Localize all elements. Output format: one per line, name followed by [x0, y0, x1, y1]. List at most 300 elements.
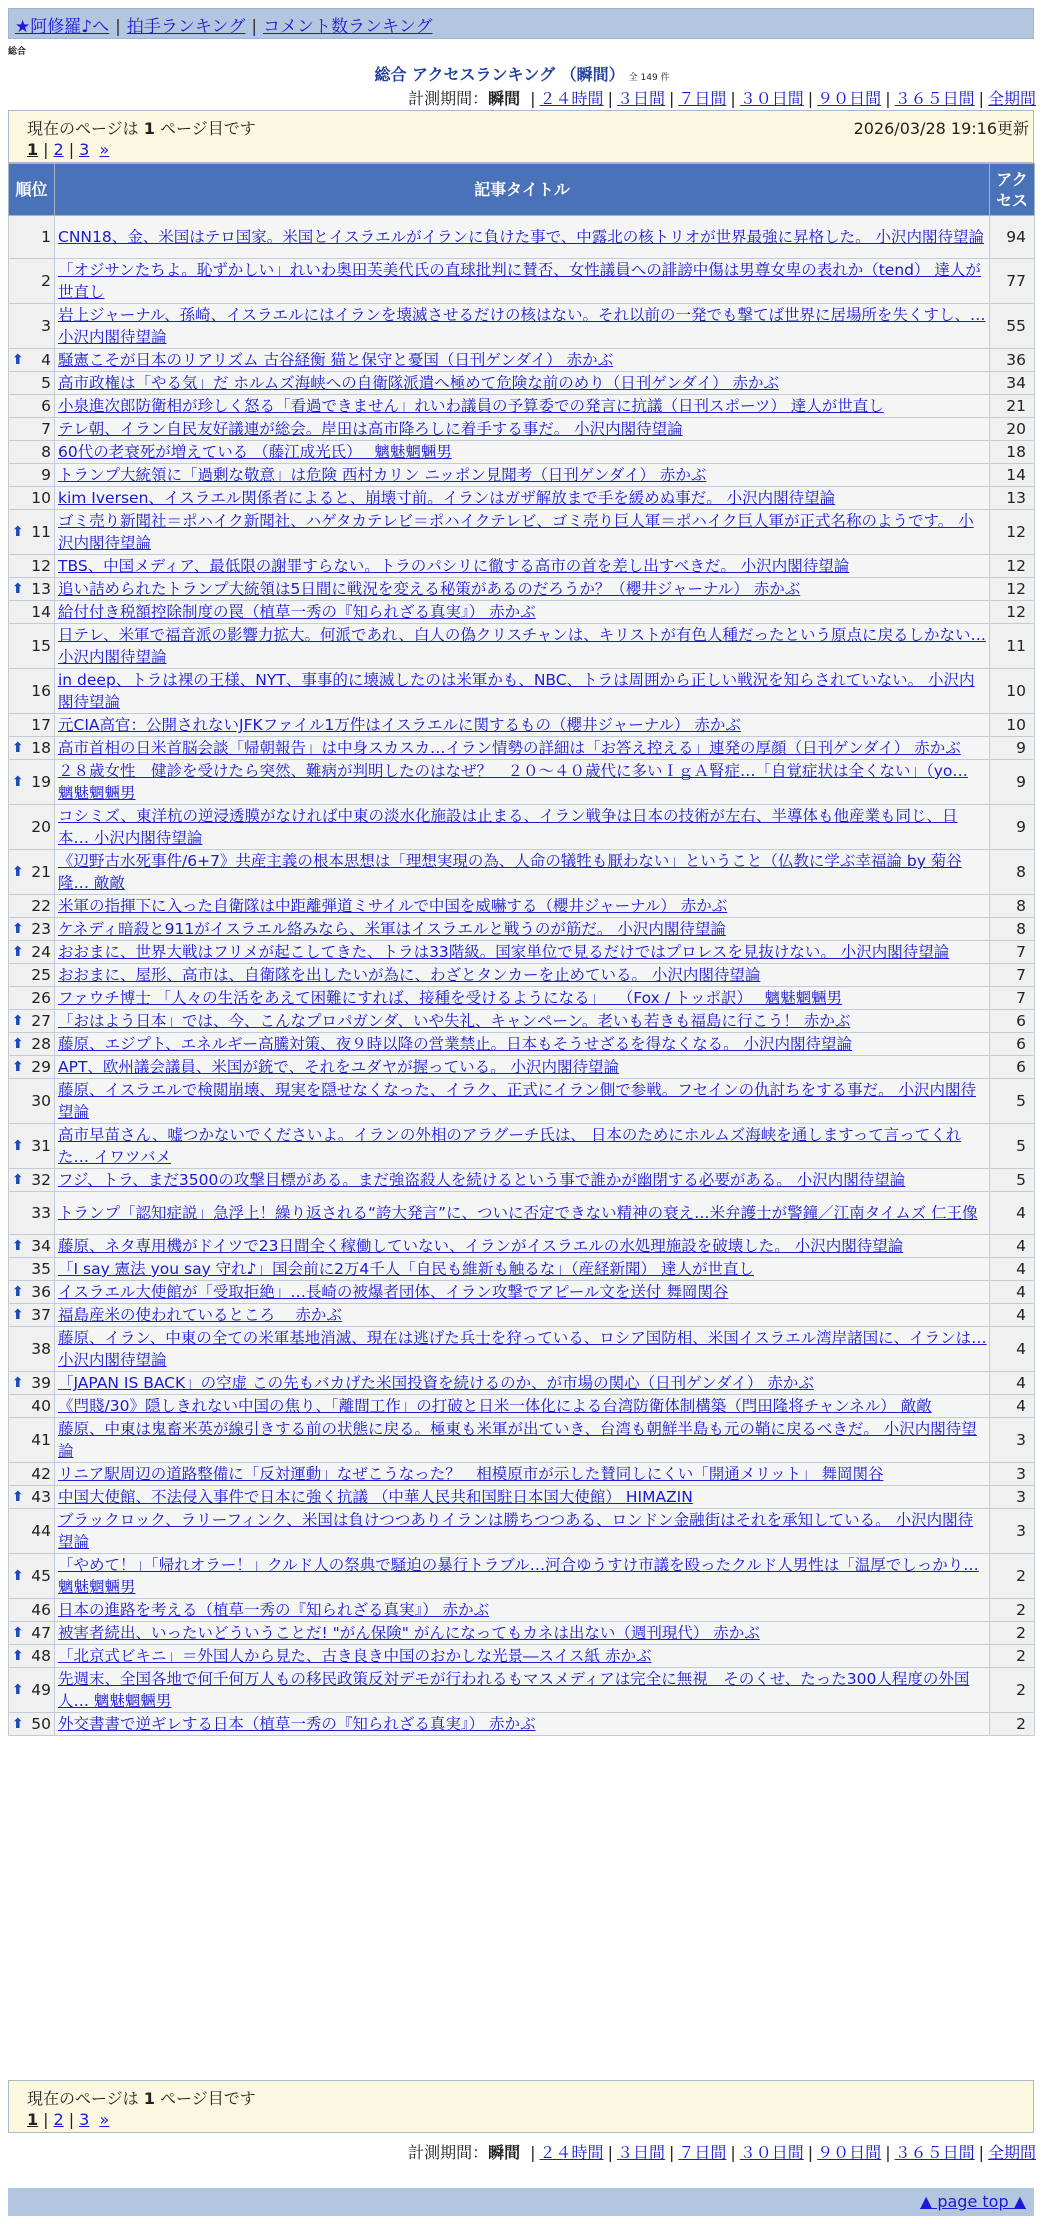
title-cell	[55, 510, 990, 555]
article-title-link[interactable]: コシミズ、東洋杭の逆浸透膜がなければ中東の淡水化施設は止まる、イラン戦争は日本の技術が左右、半導体も他産業も同じ、日本… 小沢内閣待望論	[58, 807, 958, 847]
access-count: 36	[990, 349, 1035, 372]
table-row	[9, 1645, 1035, 1668]
table-row	[9, 464, 1035, 487]
rank-number: 45	[31, 1567, 51, 1585]
article-title-link[interactable]: 米軍の指揮下に入った自衛隊は中距離弾道ミサイルで中国を威嚇する（櫻井ジャーナル） 赤かぶ	[58, 897, 728, 915]
period-90d-link[interactable]: ９０日間	[817, 2143, 882, 2162]
article-title-link[interactable]: 藤原、イラン、中東の全ての米軍基地消滅、現在は逃げた兵士を狩っている、ロシア国防相、米国イスラエル湾岸諸国に、イランは… 小沢内閣待望論	[58, 1329, 987, 1369]
access-count: 13	[990, 487, 1035, 510]
table-row	[9, 1668, 1035, 1713]
title-cell	[55, 1554, 990, 1599]
rank-cell	[9, 624, 55, 669]
article-title-link[interactable]: 60代の老衰死が増えている （藤江成光氏） 魑魅魍魎男	[58, 443, 452, 461]
rank-number: 35	[31, 1260, 51, 1278]
period-selector-top: 計測期間：瞬間 | ２４時間 | ３日間 | ７日間 | ３０日間 | ９０日間 | ３６５日間 | 全期間	[408, 89, 1036, 108]
title-cell	[55, 805, 990, 850]
access-count: 3	[990, 1418, 1035, 1463]
title-cell	[55, 714, 990, 737]
rank-cell	[9, 1056, 55, 1079]
period-24h-link[interactable]: ２４時間	[539, 89, 604, 108]
top-nav-bar	[8, 8, 1034, 39]
rank-cell	[9, 304, 55, 349]
article-title-link[interactable]: 日テレ、米軍で福音派の影響力拡大。何派であれ、白人の偽クリスチャンは、キリストが有色人種だったという原点に戻るしかない… 小沢内閣待望論	[58, 626, 986, 666]
access-count: 12	[990, 510, 1035, 555]
access-count: 20	[990, 418, 1035, 441]
rank-cell	[9, 1235, 55, 1258]
rank-number: 24	[31, 943, 51, 961]
title-cell	[55, 1281, 990, 1304]
title-cell	[55, 1235, 990, 1258]
table-row	[9, 1395, 1035, 1418]
article-title-link[interactable]: in deep、トラは裸の王様、NYT、事事的に壊滅したのは米軍かも、NBC、トラは周囲から正しい戦況を知らされていない。 小沢内閣待望論	[58, 671, 975, 711]
article-title-link[interactable]: 藤原、エジプト、エネルギー高騰対策、夜９時以降の営業禁止。日本もそうせざるを得なくなる。 小沢内閣待望論	[58, 1035, 853, 1053]
table-row	[9, 1554, 1035, 1599]
article-title-link[interactable]: 小泉進次郎防衛相が珍しく怒る「看過できません」れいわ議員の予算委での発言に抗議（日刊スポーツ） 達人が世直し	[58, 397, 884, 415]
title-cell	[55, 441, 990, 464]
title-cell	[55, 918, 990, 941]
article-title-link[interactable]: 中国大使館、不法侵入事件で日本に強く抗議 （中華人民共和国駐日本国大使館） HIMAZIN	[58, 1488, 693, 1506]
rank-number: 48	[31, 1647, 51, 1665]
rank-cell	[9, 760, 55, 805]
table-row	[9, 1372, 1035, 1395]
rank-number: 29	[31, 1058, 51, 1076]
period-365d-link[interactable]: ３６５日間	[894, 2143, 975, 2162]
access-count: 4	[990, 1258, 1035, 1281]
title-cell	[55, 578, 990, 601]
article-title-link[interactable]: ケネディ暗殺と911がイスラエル絡みなら、米軍はイスラエルと戦うのが筋だ。 小沢内閣待望論	[58, 920, 726, 938]
access-count: 5	[990, 1124, 1035, 1169]
article-title-link[interactable]: 「やめて！」「帰れオラー！」クルド人の祭典で騒迫の暴行トラブル…河合ゆうすけ市議を殴ったクルド人男性は「温厚でしっかり… 魑魅魍魎男	[58, 1556, 979, 1596]
period-all-link[interactable]: 全期間	[987, 89, 1036, 108]
rank-number: 18	[31, 739, 51, 757]
rank-cell	[9, 714, 55, 737]
table-row	[9, 1281, 1035, 1304]
title-cell	[55, 1327, 990, 1372]
article-title-link[interactable]: イスラエル大使館が「受取拒絶」…長崎の被爆者団体、イラン攻撃でアピール文を送付 舞岡関谷	[58, 1283, 729, 1301]
up-arrow-icon: ⬆	[12, 1238, 24, 1254]
table-row	[9, 1486, 1035, 1509]
title-cell	[55, 555, 990, 578]
rank-cell	[9, 737, 55, 760]
rank-cell	[9, 1010, 55, 1033]
up-arrow-icon: ⬆	[12, 1625, 24, 1641]
rank-number: 15	[31, 637, 51, 655]
rank-number: 23	[31, 920, 51, 938]
rank-cell	[9, 441, 55, 464]
title-cell	[55, 259, 990, 304]
nav-separator: |	[115, 17, 121, 37]
rank-number: 42	[31, 1465, 51, 1483]
table-row	[9, 216, 1035, 259]
rank-number: 12	[31, 557, 51, 575]
table-row	[9, 1056, 1035, 1079]
title-cell	[55, 1079, 990, 1124]
article-title-link[interactable]: フジ、トラ、まだ3500の攻撃目標がある。まだ強盗殺人を続けるという事で誰かが幽閉する必要がある。 小沢内閣待望論	[58, 1171, 906, 1189]
rank-number: 2	[41, 272, 51, 290]
article-title-link[interactable]: 騒憲こそが日本のリアリズム 古谷経衡 猫と保守と憂国（日刊ゲンダイ） 赤かぶ	[58, 351, 614, 369]
rank-number: 17	[31, 716, 51, 734]
title-cell	[55, 1192, 990, 1235]
article-title-link[interactable]: 給付付き税額控除制度の罠（植草一秀の『知られざる真実』） 赤かぶ	[58, 603, 536, 621]
period-3d-link[interactable]: ３日間	[616, 89, 665, 108]
title-cell	[55, 987, 990, 1010]
rank-cell	[9, 850, 55, 895]
access-count: 10	[990, 669, 1035, 714]
rank-number: 6	[41, 397, 51, 415]
article-title-link[interactable]: APT、欧州議会議員、米国が銃で、それをユダヤが握っている。 小沢内閣待望論	[58, 1058, 620, 1076]
header-title: 記事タイトル	[55, 164, 990, 216]
table-row	[9, 1304, 1035, 1327]
access-count: 18	[990, 441, 1035, 464]
rank-cell	[9, 1079, 55, 1124]
table-row	[9, 1235, 1035, 1258]
access-count: 8	[990, 918, 1035, 941]
article-title-link[interactable]: 追い詰められたトランプ大統領は5日間に戦況を変える秘策があるのだろうか？（櫻井ジャーナル） 赤かぶ	[58, 580, 801, 598]
period-3d-link[interactable]: ３日間	[616, 2143, 665, 2162]
access-count: 2	[990, 1622, 1035, 1645]
rank-number: 4	[41, 351, 51, 369]
header-access: アクセス	[990, 164, 1035, 216]
rank-cell	[9, 1169, 55, 1192]
table-row	[9, 487, 1035, 510]
rank-number: 11	[31, 523, 51, 541]
pager-next[interactable]: »	[99, 2110, 110, 2129]
access-count: 12	[990, 555, 1035, 578]
rank-cell	[9, 464, 55, 487]
up-arrow-icon: ⬆	[12, 1059, 24, 1075]
table-row	[9, 1010, 1035, 1033]
up-arrow-icon: ⬆	[12, 524, 24, 540]
rank-cell	[9, 964, 55, 987]
access-count: 7	[990, 964, 1035, 987]
article-title-link[interactable]: 高市政権は「やる気」だ ホルムズ海峡への自衛隊派遣へ極めて危険な前のめり（日刊ゲンダイ） 赤かぶ	[58, 374, 779, 392]
access-count: 21	[990, 395, 1035, 418]
rank-number: 31	[31, 1137, 51, 1155]
up-arrow-icon: ⬆	[12, 921, 24, 937]
period-label: 計測期間：	[408, 2143, 489, 2162]
title-cell	[55, 895, 990, 918]
rank-number: 44	[31, 1522, 51, 1540]
article-title-link[interactable]: CNN18、金、米国はテロ国家。米国とイスラエルがイランに負けた事で、中露北の核トリオが世界最強に昇格した。 小沢内閣待望論	[58, 228, 985, 246]
rank-number: 38	[31, 1340, 51, 1358]
rank-cell	[9, 555, 55, 578]
article-title-link[interactable]: トランプ大統領に「過剰な敬意」は危険 西村カリン ニッポン見聞考（日刊ゲンダイ） 赤かぶ	[58, 466, 707, 484]
article-title-link[interactable]: 高市早苗さん、嘘つかないでくださいよ。イランの外相のアラグーチ氏は、 日本のためにホルムズ海峡を通しますって言ってくれた… イワツバメ	[58, 1126, 962, 1166]
rank-number: 10	[31, 489, 51, 507]
title-cell	[55, 1622, 990, 1645]
article-title-link[interactable]: 岩上ジャーナル、孫崎、イスラエルにはイランを壊滅させるだけの核はない。それ以前の一発でも撃てば世界に居場所を失くすし、… 小沢内閣待望論	[58, 306, 986, 346]
access-count: 8	[990, 850, 1035, 895]
title-cell	[55, 216, 990, 259]
table-row	[9, 941, 1035, 964]
article-title-link[interactable]: 高市首相の日米首脳会談「帰朝報告」は中身スカスカ…イラン情勢の詳細は「お答え控える」連発の厚顔（日刊ゲンダイ） 赤かぶ	[58, 739, 961, 757]
nav-home-link[interactable]: ★阿修羅♪へ	[15, 17, 110, 37]
article-title-link[interactable]: ブラックロック、ラリーフィンク、米国は負けつつありイランは勝ちつつある、ロンドン金融街はそれを承知している。 小沢内閣待望論	[58, 1511, 974, 1551]
rank-cell	[9, 487, 55, 510]
nav-applause-ranking-link[interactable]: 拍手ランキング	[126, 17, 246, 37]
access-count: 2	[990, 1668, 1035, 1713]
article-title-link[interactable]: 日本の進路を考える（植草一秀の『知られざる真実』） 赤かぶ	[58, 1601, 490, 1619]
rank-cell	[9, 941, 55, 964]
access-count: 3	[990, 1463, 1035, 1486]
article-title-link[interactable]: 先週末、全国各地で何千何万人もの移民政策反対デモが行われるもマスメディアは完全に無視 そのくせ、たった300人程度の外国人… 魑魅魍魎男	[58, 1670, 970, 1710]
access-count: 7	[990, 987, 1035, 1010]
rank-number: 37	[31, 1306, 51, 1324]
access-count: 2	[990, 1713, 1035, 1736]
period-current: 瞬間	[488, 2143, 521, 2162]
up-arrow-icon: ⬆	[12, 1284, 24, 1300]
rank-cell	[9, 349, 55, 372]
article-title-link[interactable]: 藤原、イスラエルで検閲崩壊、現実を隠せなくなった、イラク、正式にイラン側で参戦。フセインの仇討ちをする事だ。 小沢内閣待望論	[58, 1081, 977, 1121]
rank-cell	[9, 1463, 55, 1486]
table-row	[9, 510, 1035, 555]
ranking-title-text: 総合 アクセスランキング （瞬間）	[374, 65, 625, 84]
rank-number: 20	[31, 818, 51, 836]
title-cell	[55, 1033, 990, 1056]
up-arrow-icon: ⬆	[12, 581, 24, 597]
article-title-link[interactable]: テレ朝、イラン自民友好議連が総会。岸田は高市降ろしに着手する事だ。 小沢内閣待望論	[58, 420, 683, 438]
access-count: 9	[990, 737, 1035, 760]
table-row	[9, 349, 1035, 372]
table-row	[9, 624, 1035, 669]
article-title-link[interactable]: 福島産米の使われているところ 赤かぶ	[58, 1306, 342, 1324]
rank-number: 22	[31, 897, 51, 915]
pager-bottom: 1 | 2 | 3 »	[27, 2110, 110, 2129]
up-arrow-icon: ⬆	[12, 1036, 24, 1052]
article-title-link[interactable]: 被害者続出、いったいどういうことだ! "がん保険" がんになってもカネは出ない（週刊現代） 赤かぶ	[58, 1624, 760, 1642]
title-cell	[55, 669, 990, 714]
access-count: 6	[990, 1033, 1035, 1056]
rank-cell	[9, 1395, 55, 1418]
title-cell	[55, 1645, 990, 1668]
rank-cell	[9, 510, 55, 555]
rank-cell	[9, 395, 55, 418]
period-7d-link[interactable]: ７日間	[678, 2143, 727, 2162]
article-title-link[interactable]: リニア駅周辺の道路整備に「反対運動」なぜこうなった？ 相模原市が示した賛同しにくい「開通メリット」 舞岡関谷	[58, 1465, 884, 1483]
rank-cell	[9, 601, 55, 624]
access-count: 8	[990, 895, 1035, 918]
title-cell	[55, 760, 990, 805]
article-title-link[interactable]: 「JAPAN IS BACK」の空虚 この先もバカげた米国投資を続けるのか、が市場の関心（日刊ゲンダイ） 赤かぶ	[58, 1374, 814, 1392]
access-count: 4	[990, 1327, 1035, 1372]
nav-separator: |	[251, 17, 258, 37]
period-7d-link[interactable]: ７日間	[678, 89, 727, 108]
up-arrow-icon: ⬆	[12, 352, 24, 368]
rank-cell	[9, 418, 55, 441]
table-row	[9, 1169, 1035, 1192]
access-count: 12	[990, 601, 1035, 624]
table-row	[9, 1033, 1035, 1056]
up-arrow-icon: ⬆	[12, 1013, 24, 1029]
table-row	[9, 1079, 1035, 1124]
rank-cell	[9, 1554, 55, 1599]
title-cell	[55, 964, 990, 987]
article-title-link[interactable]: 「I say 憲法 you say 守れ♪」国会前に2万4千人「自民も維新も触るな」（産経新聞） 達人が世直し	[58, 1260, 754, 1278]
rank-number: 9	[41, 466, 51, 484]
article-title-link[interactable]: おおまに、世界大戦はフリメが起こしてきた、トラは33階級。国家単位で見るだけではプロレスを見抜けない。 小沢内閣待望論	[58, 943, 950, 961]
period-24h-link[interactable]: ２４時間	[539, 2143, 604, 2162]
rank-number: 26	[31, 989, 51, 1007]
table-row	[9, 964, 1035, 987]
article-title-link[interactable]: おおまに、屋形、高市は、自衛隊を出したいが為に、わざとタンカーを止めている。 小沢内閣待望論	[58, 966, 761, 984]
access-count: 9	[990, 805, 1035, 850]
title-cell	[55, 1124, 990, 1169]
article-title-link[interactable]: トランプ「認知症説」急浮上！繰り返される“誇大発言”に、ついに否定できない精神の衰え…米弁護士が警鐘／江南タイムズ 仁王像	[58, 1204, 978, 1222]
rank-cell	[9, 1509, 55, 1554]
rank-cell	[9, 1668, 55, 1713]
title-cell	[55, 624, 990, 669]
access-count: 4	[990, 1304, 1035, 1327]
table-row	[9, 395, 1035, 418]
rank-number: 25	[31, 966, 51, 984]
up-arrow-icon: ⬆	[12, 1307, 24, 1323]
title-cell	[55, 349, 990, 372]
rank-cell	[9, 805, 55, 850]
rank-cell	[9, 1327, 55, 1372]
table-row	[9, 987, 1035, 1010]
rank-number: 41	[31, 1431, 51, 1449]
table-row	[9, 418, 1035, 441]
rank-number: 47	[31, 1624, 51, 1642]
header-rank: 順位	[9, 164, 55, 216]
title-cell	[55, 418, 990, 441]
table-row	[9, 1192, 1035, 1235]
access-count: 2	[990, 1554, 1035, 1599]
article-title-link[interactable]: ゴミ売り新聞社＝ポハイク新聞社、ハゲタカテレビ＝ポハイクテレビ、ゴミ売り巨人軍＝ポハイク巨人軍が正式名称のようです。 小沢内閣待望論	[58, 512, 974, 552]
rank-cell	[9, 1622, 55, 1645]
ranking-table	[8, 163, 1035, 1736]
nav-comment-ranking-link[interactable]: コメント数ランキング	[263, 17, 433, 37]
access-count: 2	[990, 1599, 1035, 1622]
total-count: 全 149 件	[628, 73, 670, 83]
pager-page-2[interactable]: 2	[53, 140, 64, 159]
pager-next[interactable]: »	[99, 140, 110, 159]
access-count: 10	[990, 714, 1035, 737]
rank-number: 5	[41, 374, 51, 392]
pager-page-3[interactable]: 3	[79, 140, 90, 159]
access-count: 6	[990, 1056, 1035, 1079]
rank-number: 3	[41, 317, 51, 335]
article-title-link[interactable]: TBS、中国メディア、最低限の謝罪すらない。トラのパシリに徹する高市の首を差し出すべきだ。 小沢内閣待望論	[58, 557, 850, 575]
up-arrow-icon: ⬆	[12, 1648, 24, 1664]
rank-cell	[9, 259, 55, 304]
rank-cell	[9, 1599, 55, 1622]
access-count: 4	[990, 1395, 1035, 1418]
article-title-link[interactable]: 《辺野古水死事件/6+7》共産主義の根本思想は「理想実現の為、人命の犠牲も厭わない」ということ（仏教に学ぶ幸福論 by 菊谷隆… 敵敵	[58, 852, 962, 892]
rank-number: 28	[31, 1035, 51, 1053]
table-row	[9, 918, 1035, 941]
access-count: 5	[990, 1079, 1035, 1124]
table-row	[9, 1509, 1035, 1554]
article-title-link[interactable]: 藤原、ネタ専用機がドイツで23日間全く稼働していない、イランがイスラエルの水処理施設を破壊した。 小沢内閣待望論	[58, 1237, 904, 1255]
bottom-bar	[8, 2188, 1034, 2216]
period-30d-link[interactable]: ３０日間	[739, 89, 804, 108]
table-row	[9, 669, 1035, 714]
access-count: 7	[990, 941, 1035, 964]
table-row	[9, 1713, 1035, 1736]
article-title-link[interactable]: 「オジサンたちよ。恥ずかしい」れいわ奥田芙美代氏の直球批判に賛否、女性議員への誹謗中傷は男尊女卑の表れか（tend） 達人が世直し	[58, 261, 981, 301]
pager-current-page: 1	[27, 2110, 39, 2129]
pager-page-2[interactable]: 2	[53, 2110, 64, 2129]
article-title-link[interactable]: 「北京式ビキニ」＝外国人から見た、古き良き中国のおかしな光景―スイス紙 赤かぶ	[58, 1647, 652, 1665]
article-title-link[interactable]: 外交書書で逆ギレする日本（植草一秀の『知られざる真実』） 赤かぶ	[58, 1715, 536, 1733]
article-title-link[interactable]: 「おはよう日本」では、今、こんなプロパガンダ、いや失礼、キャンペーン。老いも若きも福島に行こう！ 赤かぶ	[58, 1012, 851, 1030]
up-arrow-icon: ⬆	[12, 944, 24, 960]
article-title-link[interactable]: ２８歳女性 健診を受けたら突然、難病が判明したのはなぜ？ ２０～４０歳代に多いＩｇＡ腎症…「自覚症状は全くない」（yo… 魑魅魍魎男	[58, 762, 968, 802]
rank-number: 40	[31, 1397, 51, 1415]
period-30d-link[interactable]: ３０日間	[739, 2143, 804, 2162]
title-cell	[55, 1169, 990, 1192]
rank-cell	[9, 895, 55, 918]
page-top-link[interactable]: ▲ page top ▲	[919, 2192, 1026, 2211]
access-count: 14	[990, 464, 1035, 487]
rank-number: 16	[31, 682, 51, 700]
table-header-row	[9, 164, 1035, 216]
rank-number: 27	[31, 1012, 51, 1030]
article-title-link[interactable]: 藤原、中東は鬼畜米英が線引きする前の状態に戻る。極東も米軍が出ていき、台湾も朝鮮半島も元の鞘に戻るべきだ。 小沢内閣待望論	[58, 1420, 977, 1460]
table-row	[9, 372, 1035, 395]
table-row	[9, 578, 1035, 601]
access-count: 94	[990, 216, 1035, 259]
updated-timestamp: 2026/03/28 19:16更新	[853, 119, 1029, 138]
title-cell	[55, 1463, 990, 1486]
page-info-panel-top	[8, 110, 1034, 163]
up-arrow-icon: ⬆	[12, 1682, 24, 1698]
up-arrow-icon: ⬆	[12, 1138, 24, 1154]
title-cell	[55, 1304, 990, 1327]
up-arrow-icon: ⬆	[12, 740, 24, 756]
rank-cell	[9, 578, 55, 601]
article-title-link[interactable]: kim Iversen、イスラエル関係者によると、崩壊寸前。イランはガザ解放まで手を緩めぬ事だ。 小沢内閣待望論	[58, 489, 836, 507]
period-all-link[interactable]: 全期間	[987, 2143, 1036, 2162]
access-count: 4	[990, 1235, 1035, 1258]
period-90d-link[interactable]: ９０日間	[817, 89, 882, 108]
article-title-link[interactable]: 元CIA高官：公開されないJFKファイル1万件はイスラエルに関するもの（櫻井ジャーナル） 赤かぶ	[58, 716, 741, 734]
rank-cell	[9, 1418, 55, 1463]
title-cell	[55, 464, 990, 487]
title-cell	[55, 487, 990, 510]
table-row	[9, 895, 1035, 918]
up-arrow-icon: ⬆	[12, 864, 24, 880]
period-current: 瞬間	[488, 89, 521, 108]
table-row	[9, 1418, 1035, 1463]
table-row	[9, 850, 1035, 895]
title-cell	[55, 850, 990, 895]
access-count: 4	[990, 1281, 1035, 1304]
article-title-link[interactable]: 《閂賤/30》隠しきれない中国の焦り、「離間工作」の打破と日米一体化による台湾防衛体制構築（閂田隆将チャンネル） 敵敵	[58, 1397, 932, 1415]
rank-number: 50	[31, 1715, 51, 1733]
rank-cell	[9, 1281, 55, 1304]
article-title-link[interactable]: ファウチ博士 「人々の生活をあえて困難にすれば、接種を受けるようになる」 （Fox / トッポ訳） 魑魅魍魎男	[58, 989, 843, 1007]
access-count: 2	[990, 1645, 1035, 1668]
title-cell	[55, 1486, 990, 1509]
table-row	[9, 304, 1035, 349]
period-365d-link[interactable]: ３６５日間	[894, 89, 975, 108]
up-arrow-icon: ⬆	[12, 1375, 24, 1391]
pager-current-page: 1	[27, 140, 39, 159]
table-row	[9, 441, 1035, 464]
pager-page-3[interactable]: 3	[79, 2110, 90, 2129]
rank-cell	[9, 669, 55, 714]
rank-number: 1	[41, 228, 51, 246]
title-cell	[55, 1509, 990, 1554]
page-info-panel-bottom	[8, 2080, 1034, 2133]
rank-cell	[9, 372, 55, 395]
access-count: 3	[990, 1509, 1035, 1554]
rank-number: 36	[31, 1283, 51, 1301]
rank-number: 32	[31, 1171, 51, 1189]
title-cell	[55, 1372, 990, 1395]
